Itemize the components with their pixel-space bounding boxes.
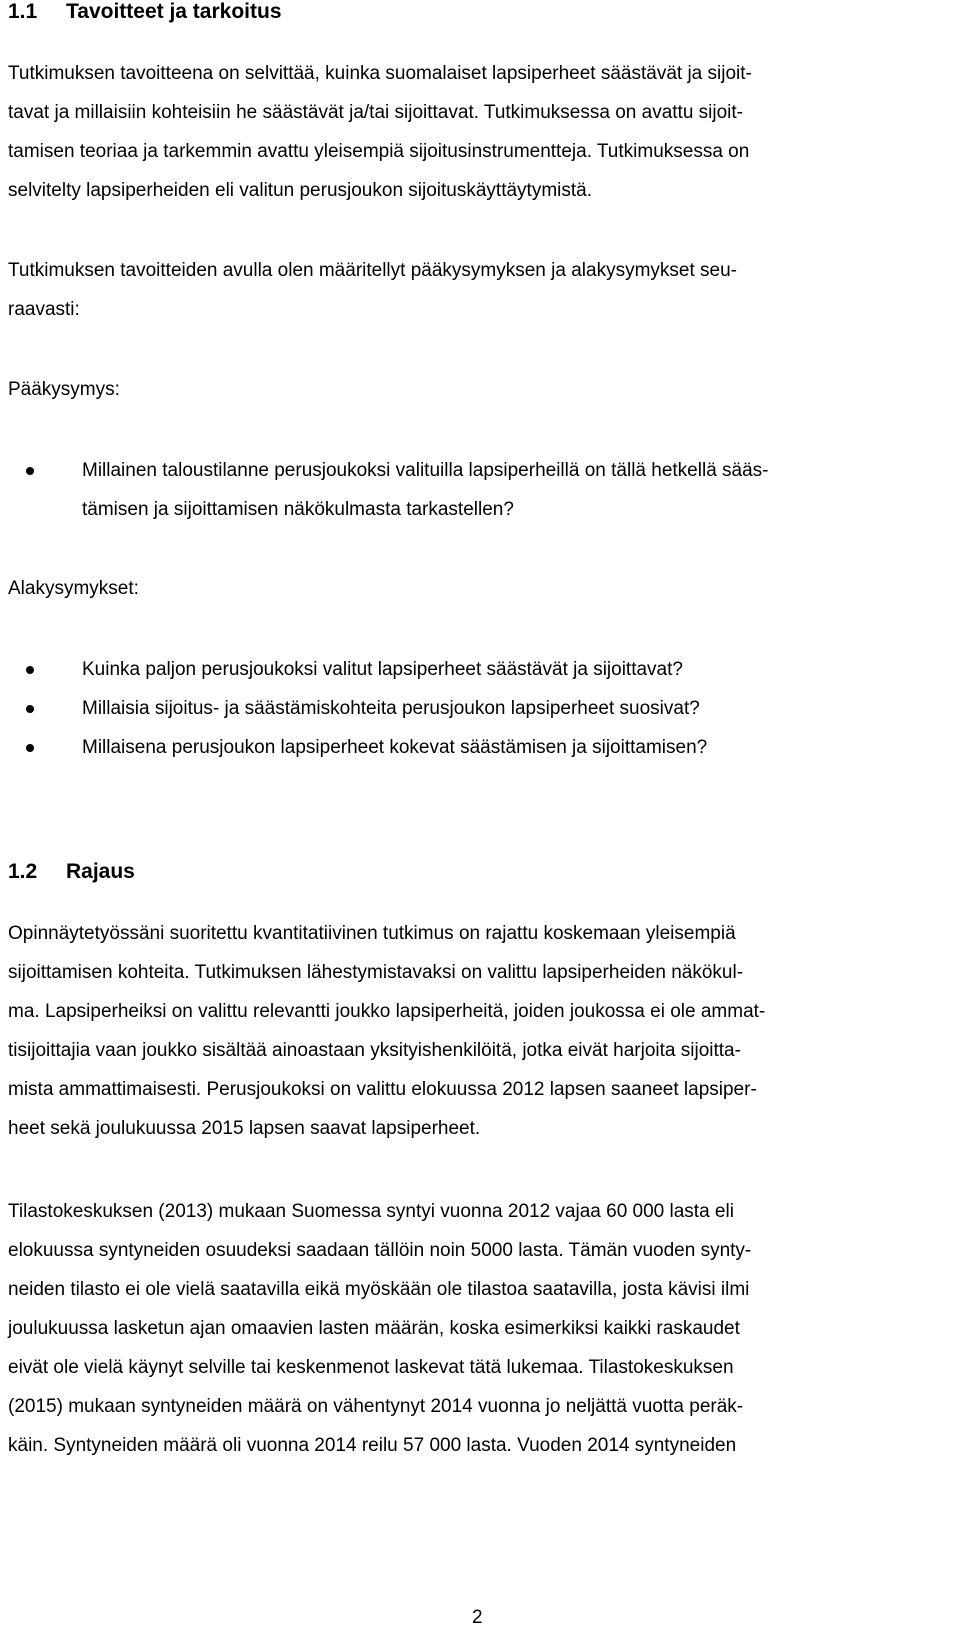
bullet-icon	[26, 467, 34, 475]
paragraph-line: sijoittamisen kohteita. Tutkimuksen lähestymistavaksi on valittu lapsiperheiden näkökul-	[8, 962, 744, 983]
section-number: 1.2	[8, 860, 38, 883]
paragraph-line: raavasti:	[8, 299, 80, 320]
section-heading-1-1	[8, 0, 282, 24]
paragraph-line: eivät ole vielä käynyt selville tai keskenmenot laskevat tätä lukemaa. Tilastokeskuksen	[8, 1357, 734, 1378]
section-title: Rajaus	[66, 860, 135, 883]
paragraph-line: elokuussa syntyneiden osuudeksi saadaan tällöin noin 5000 lasta. Tämän vuoden synty-	[8, 1240, 752, 1261]
main-question-label: Pääkysymys:	[8, 379, 120, 400]
sub-questions-label: Alakysymykset:	[8, 578, 139, 599]
sub-question-item: Millaisena perusjoukon lapsiperheet kokevat säästämisen ja sijoittamisen?	[82, 737, 708, 758]
paragraph-line: Opinnäytetyössäni suoritettu kvantitatiivinen tutkimus on rajattu koskemaan yleisempiä	[8, 923, 736, 944]
paragraph-line: tamisen teoriaa ja tarkemmin avattu yleisempiä sijoitusinstrumentteja. Tutkimuksessa on	[8, 141, 750, 162]
main-question-line: Millainen taloustilanne perusjoukoksi valituilla lapsiperheillä on tällä hetkellä sääs-	[82, 460, 769, 481]
paragraph-line: käin. Syntyneiden määrä oli vuonna 2014 reilu 57 000 lasta. Vuoden 2014 syntyneiden	[8, 1435, 737, 1456]
paragraph-line: mista ammattimaisesti. Perusjoukoksi on valittu elokuussa 2012 lapsen saaneet lapsiper-	[8, 1079, 757, 1100]
section-title: Tavoitteet ja tarkoitus	[66, 0, 282, 23]
sub-question-item: Millaisia sijoitus- ja säästämiskohteita perusjoukon lapsiperheet suosivat?	[82, 698, 700, 719]
paragraph-line: Tutkimuksen tavoitteena on selvittää, kuinka suomalaiset lapsiperheet säästävät ja sijoit-	[8, 63, 752, 84]
main-question-line: tämisen ja sijoittamisen näkökulmasta tarkastellen?	[82, 499, 514, 520]
page-number: 2	[472, 1607, 483, 1628]
paragraph-line: neiden tilasto ei ole vielä saatavilla eikä myöskään ole tilastoa saatavilla, josta kävisi ilmi	[8, 1279, 750, 1300]
bullet-icon	[26, 705, 34, 713]
paragraph-line: ma. Lapsiperheiksi on valittu relevantti joukko lapsiperheitä, joiden joukossa ei ole ammat-	[8, 1001, 766, 1022]
paragraph-line: (2015) mukaan syntyneiden määrä on vähentynyt 2014 vuonna jo neljättä vuotta peräk-	[8, 1396, 744, 1417]
paragraph-line: Tutkimuksen tavoitteiden avulla olen määritellyt pääkysymyksen ja alakysymykset seu-	[8, 260, 737, 281]
paragraph-line: tavat ja millaisiin kohteisiin he säästävät ja/tai sijoittavat. Tutkimuksessa on avattu sijoit-	[8, 102, 743, 123]
paragraph-line: tisijoittajia vaan joukko sisältää ainoastaan yksityishenkilöitä, jotka eivät harjoita sijoitta-	[8, 1040, 741, 1061]
paragraph-line: Tilastokeskuksen (2013) mukaan Suomessa syntyi vuonna 2012 vajaa 60 000 lasta eli	[8, 1201, 734, 1222]
sub-question-item: Kuinka paljon perusjoukoksi valitut lapsiperheet säästävät ja sijoittavat?	[82, 659, 683, 680]
paragraph-line: selvitelty lapsiperheiden eli valitun perusjoukon sijoituskäyttäytymistä.	[8, 180, 593, 201]
paragraph-line: heet sekä joulukuussa 2015 lapsen saavat lapsiperheet.	[8, 1118, 481, 1139]
section-heading-1-2	[8, 860, 135, 884]
section-number: 1.1	[8, 0, 38, 23]
bullet-icon	[26, 666, 34, 674]
bullet-icon	[26, 744, 34, 752]
paragraph-line: joulukuussa lasketun ajan omaavien lasten määrän, koska esimerkiksi kaikki raskaudet	[8, 1318, 740, 1339]
